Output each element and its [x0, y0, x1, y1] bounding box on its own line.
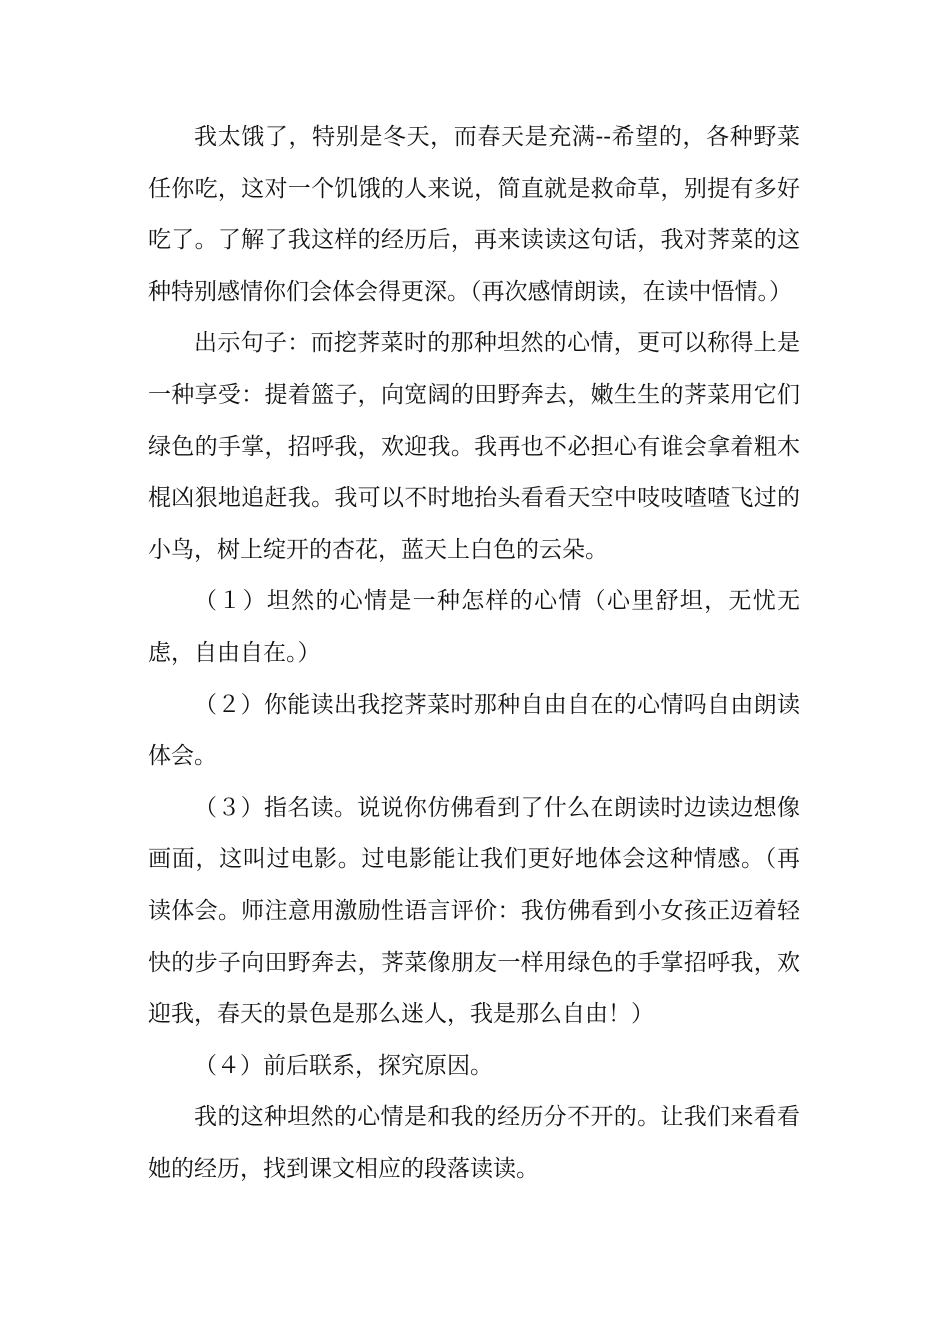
paragraph-experience: 我的这种坦然的心情是和我的经历分不开的。让我们来看看她的经历，找到课文相应的段落读读。	[148, 1104, 800, 1182]
paragraph-quoted-sentence: 出示句子：而挖荠菜时的那种坦然的心情，更可以称得上是一种享受：提着篮子，向宽阔的田野奔去，嫩生生的荠菜用它们绿色的手掌，招呼我，欢迎我。我再也不必担心有谁会拿着粗木棍凶狠地追赶我。我可以不时地抬头看看天空中吱吱喳喳飞过的小鸟，树上绽开的杏花，蓝天上白色的云朵。	[148, 330, 800, 563]
document-body	[148, 112, 800, 1195]
paragraph-hunger-spring: 我太饿了，特别是冬天，而春天是充满--希望的，各种野菜任你吃，这对一个饥饿的人来说，简直就是救命草，别提有多好吃了。了解了我这样的经历后，再来读读这句话，我对荠菜的这种特别感情你们会体会得更深。（再次感情朗读，在读中悟情。）	[148, 124, 800, 305]
paragraph-question-3: （３）指名读。说说你仿佛看到了什么在朗读时边读边想像画面，这叫过电影。过电影能让我们更好地体会这种情感。（再读体会。师注意用激励性语言评价：我仿佛看到小女孩正迈着轻快的步子向田野奔去，荠菜像朋友一样用绿色的手掌招呼我，欢迎我，春天的景色是那么迷人，我是那么自由！）	[148, 794, 800, 1028]
paragraph-question-1: （１）坦然的心情是一种怎样的心情（心里舒坦，无忧无虑，自由自在。）	[148, 588, 800, 666]
paragraph-question-4: （４）前后联系，探究原因。	[194, 1052, 493, 1079]
paragraph-question-2: （２）你能读出我挖荠菜时那种自由自在的心情吗自由朗读体会。	[148, 691, 800, 770]
